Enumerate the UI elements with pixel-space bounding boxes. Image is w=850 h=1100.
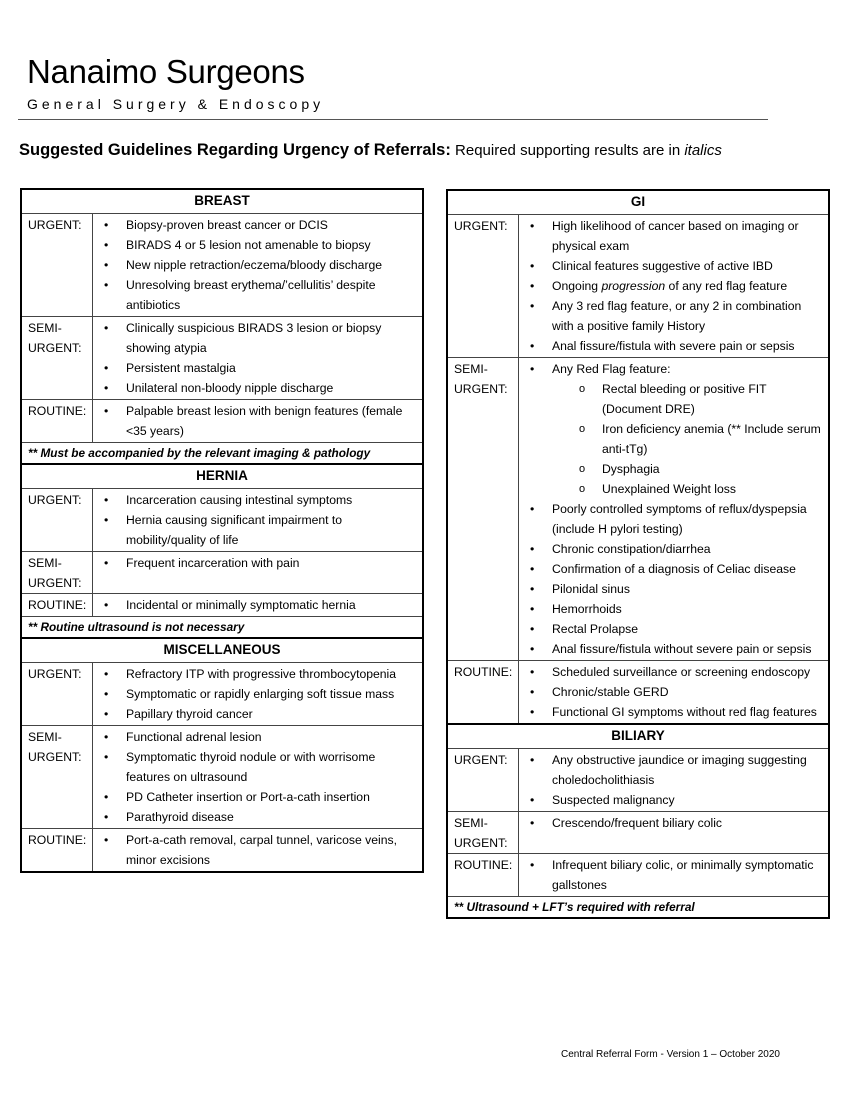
criteria-list (519, 749, 828, 811)
breast-note: ** Must be accompanied by the relevant imaging & pathology (21, 443, 423, 465)
criteria-item (519, 682, 824, 702)
criteria-list (93, 552, 422, 574)
criteria-item (519, 619, 824, 639)
breast-urgency-row (21, 214, 423, 317)
criteria-cell (93, 317, 424, 400)
criteria-item (519, 296, 824, 336)
criteria-item (93, 235, 418, 255)
hernia-urgency-row (21, 552, 423, 594)
criteria-text: Chronic constipation/diarrhea (552, 542, 711, 556)
breast-section-title-row (21, 189, 423, 214)
criteria-item (519, 639, 824, 659)
criteria-text: Incidental or minimally symptomatic hernia (126, 598, 356, 612)
misc-urgency-row (21, 663, 423, 726)
criteria-text: PD Catheter insertion or Port-a-cath insertion (126, 790, 370, 804)
criteria-text: Rectal Prolapse (552, 622, 639, 636)
criteria-text: Unilateral non-bloody nipple discharge (126, 381, 334, 395)
urgency-label: URGENT: (21, 663, 93, 726)
criteria-item (519, 599, 824, 619)
criteria-text: Anal fissure/fistula with severe pain or sepsis (552, 339, 795, 353)
criteria-list (93, 317, 422, 399)
criteria-item (93, 595, 418, 615)
criteria-item (519, 790, 824, 810)
urgency-label: SEMI- URGENT: (21, 726, 93, 829)
criteria-text: Frequent incarceration with pain (126, 556, 300, 570)
criteria-text: High likelihood of cancer based on imaging or physical exam (552, 219, 799, 253)
gi-section-title: GI (447, 190, 829, 215)
criteria-cell (93, 726, 424, 829)
urgency-label: ROUTINE: (21, 829, 93, 873)
criteria-text: Refractory ITP with progressive thrombocytopenia (126, 667, 397, 681)
biliary-section-title-row (447, 724, 829, 749)
criteria-item (519, 336, 824, 356)
gi-urgency-row (447, 358, 829, 661)
criteria-item (93, 378, 418, 398)
criteria-text: New nipple retraction/eczema/bloody discharge (126, 258, 383, 272)
hernia-note-row (21, 617, 423, 639)
red-flag-item: o Rectal bleeding or positive FIT (Document DRE) (552, 379, 824, 419)
criteria-item (93, 684, 418, 704)
criteria-cell (93, 552, 424, 594)
criteria-item (519, 216, 824, 256)
criteria-text: Port-a-cath removal, carpal tunnel, varicose veins, minor excisions (126, 833, 397, 867)
urgency-label: SEMI- URGENT: (447, 358, 519, 661)
criteria-text: Functional adrenal lesion (126, 730, 262, 744)
biliary-note-row (447, 897, 829, 919)
criteria-cell (93, 400, 424, 443)
criteria-item (93, 830, 418, 870)
criteria-item (93, 255, 418, 275)
biliary-urgency-row (447, 749, 829, 812)
criteria-list (519, 358, 828, 660)
urgency-label: ROUTINE: (447, 661, 519, 725)
org-subtitle: General Surgery & Endoscopy (27, 96, 325, 112)
criteria-cell (93, 214, 424, 317)
criteria-text: BIRADS 4 or 5 lesion not amenable to biopsy (126, 238, 371, 252)
biliary-section-title: BILIARY (447, 724, 829, 749)
criteria-list (519, 661, 828, 723)
criteria-cell (519, 661, 830, 725)
urgency-label: URGENT: (447, 749, 519, 812)
criteria-text: Hernia causing significant impairment to mobility/quality of life (126, 513, 343, 547)
criteria-cell (93, 594, 424, 617)
criteria-item (93, 358, 418, 378)
criteria-text: of any red flag feature (665, 279, 788, 293)
criteria-text: Any 3 red flag feature, or any 2 in combination with a positive family History (552, 299, 802, 333)
criteria-text: Poorly controlled symptoms of reflux/dyspepsia (include H pylori testing) (552, 502, 807, 536)
criteria-list (93, 400, 422, 442)
guidelines-heading (19, 141, 722, 160)
criteria-text: Parathyroid disease (126, 810, 234, 824)
criteria-item (93, 704, 418, 724)
criteria-item (93, 727, 418, 747)
criteria-text: Symptomatic or rapidly enlarging soft tissue mass (126, 687, 395, 701)
criteria-text: Functional GI symptoms without red flag features (552, 705, 817, 719)
criteria-list (93, 489, 422, 551)
criteria-list (519, 854, 828, 896)
criteria-text: Papillary thyroid cancer (126, 707, 253, 721)
criteria-list (519, 215, 828, 357)
biliary-urgency-row (447, 854, 829, 897)
criteria-list (93, 663, 422, 725)
criteria-cell (519, 812, 830, 854)
red-flag-sublist (552, 379, 824, 499)
guidelines-note-italic: italics (684, 142, 722, 159)
criteria-text: Hemorrhoids (552, 602, 622, 616)
urgency-label: URGENT: (21, 214, 93, 317)
criteria-item (519, 662, 824, 682)
red-flag-item: o Unexplained Weight loss (552, 479, 824, 499)
criteria-cell (519, 215, 830, 358)
criteria-item (93, 401, 418, 441)
hernia-section-title-row (21, 464, 423, 489)
criteria-text: Incarceration causing intestinal symptoms (126, 493, 353, 507)
letterhead (27, 52, 324, 112)
criteria-text: Confirmation of a diagnosis of Celiac disease (552, 562, 796, 576)
criteria-cell (93, 489, 424, 552)
guidelines-title: Suggested Guidelines Regarding Urgency of Referrals: (19, 141, 451, 159)
criteria-text: Pilonidal sinus (552, 582, 630, 596)
criteria-item (93, 664, 418, 684)
urgency-label: SEMI- URGENT: (21, 552, 93, 594)
urgency-label: ROUTINE: (21, 594, 93, 617)
criteria-emphasis: progression (601, 279, 666, 293)
footer-version: Central Referral Form - Version 1 – October 2020 (561, 1049, 780, 1060)
hernia-urgency-row (21, 594, 423, 617)
criteria-item (93, 553, 418, 573)
criteria-text: Persistent mastalgia (126, 361, 236, 375)
urgency-label: URGENT: (21, 489, 93, 552)
red-flag-item: o Iron deficiency anemia (** Include serum anti-tTg) (552, 419, 824, 459)
criteria-text: Any Red Flag feature: (552, 362, 671, 376)
criteria-item (519, 276, 824, 296)
criteria-cell (93, 829, 424, 873)
criteria-text: Anal fissure/fistula without severe pain or sepsis (552, 642, 812, 656)
breast-note-row (21, 443, 423, 465)
red-flag-item: o Dysphagia (552, 459, 824, 479)
urgency-label: ROUTINE: (447, 854, 519, 897)
criteria-text: Unresolving breast erythema/’cellulitis’ despite antibiotics (126, 278, 376, 312)
criteria-list (93, 829, 422, 871)
criteria-text: Crescendo/frequent biliary colic (552, 816, 723, 830)
criteria-item (93, 510, 418, 550)
criteria-text: Infrequent biliary colic, or minimally symptomatic gallstones (552, 858, 814, 892)
urgency-label: URGENT: (447, 215, 519, 358)
hernia-section-title: HERNIA (21, 464, 423, 489)
guidelines-note: Required supporting results are in (455, 142, 681, 159)
criteria-item (519, 359, 824, 499)
right-referral-table (446, 189, 830, 919)
org-name: Nanaimo Surgeons (27, 53, 305, 90)
criteria-item (519, 499, 824, 539)
criteria-text: Suspected malignancy (552, 793, 675, 807)
criteria-text: Ongoing (552, 279, 602, 293)
criteria-item (519, 813, 824, 833)
criteria-item (93, 807, 418, 827)
misc-section-title-row (21, 638, 423, 663)
biliary-urgency-row (447, 812, 829, 854)
criteria-list (93, 214, 422, 316)
left-referral-table (20, 188, 424, 873)
header-divider (18, 119, 768, 120)
criteria-text: Palpable breast lesion with benign features (female <35 years) (126, 404, 403, 438)
biliary-note: ** Ultrasound + LFT’s required with referral (447, 897, 829, 919)
breast-section-title: BREAST (21, 189, 423, 214)
criteria-text: Clinical features suggestive of active IBD (552, 259, 773, 273)
criteria-cell (519, 749, 830, 812)
breast-urgency-row (21, 400, 423, 443)
criteria-item (93, 318, 418, 358)
criteria-item (93, 490, 418, 510)
criteria-text: Clinically suspicious BIRADS 3 lesion or biopsy showing atypia (126, 321, 382, 355)
criteria-text: Biopsy-proven breast cancer or DCIS (126, 218, 328, 232)
criteria-item (93, 787, 418, 807)
criteria-item (519, 579, 824, 599)
misc-section-title: MISCELLANEOUS (21, 638, 423, 663)
criteria-cell (93, 663, 424, 726)
urgency-label: SEMI- URGENT: (21, 317, 93, 400)
criteria-item (519, 559, 824, 579)
criteria-text: Chronic/stable GERD (552, 685, 669, 699)
criteria-text: Scheduled surveillance or screening endoscopy (552, 665, 811, 679)
gi-urgency-row (447, 661, 829, 725)
criteria-text: Symptomatic thyroid nodule or with worrisome features on ultrasound (126, 750, 376, 784)
criteria-item (93, 215, 418, 235)
criteria-text: Any obstructive jaundice or imaging suggesting choledocholithiasis (552, 753, 807, 787)
criteria-list (93, 594, 422, 616)
criteria-list (93, 726, 422, 828)
criteria-list (519, 812, 828, 834)
criteria-cell (519, 854, 830, 897)
breast-urgency-row (21, 317, 423, 400)
criteria-item (519, 855, 824, 895)
criteria-item (519, 539, 824, 559)
hernia-urgency-row (21, 489, 423, 552)
misc-urgency-row (21, 726, 423, 829)
criteria-item (519, 750, 824, 790)
criteria-item (519, 256, 824, 276)
urgency-label: SEMI- URGENT: (447, 812, 519, 854)
gi-section-title-row (447, 190, 829, 215)
hernia-note: ** Routine ultrasound is not necessary (21, 617, 423, 639)
criteria-item (93, 747, 418, 787)
criteria-item (93, 275, 418, 315)
urgency-label: ROUTINE: (21, 400, 93, 443)
criteria-cell (519, 358, 830, 661)
criteria-item (519, 702, 824, 722)
misc-urgency-row (21, 829, 423, 873)
gi-urgency-row (447, 215, 829, 358)
